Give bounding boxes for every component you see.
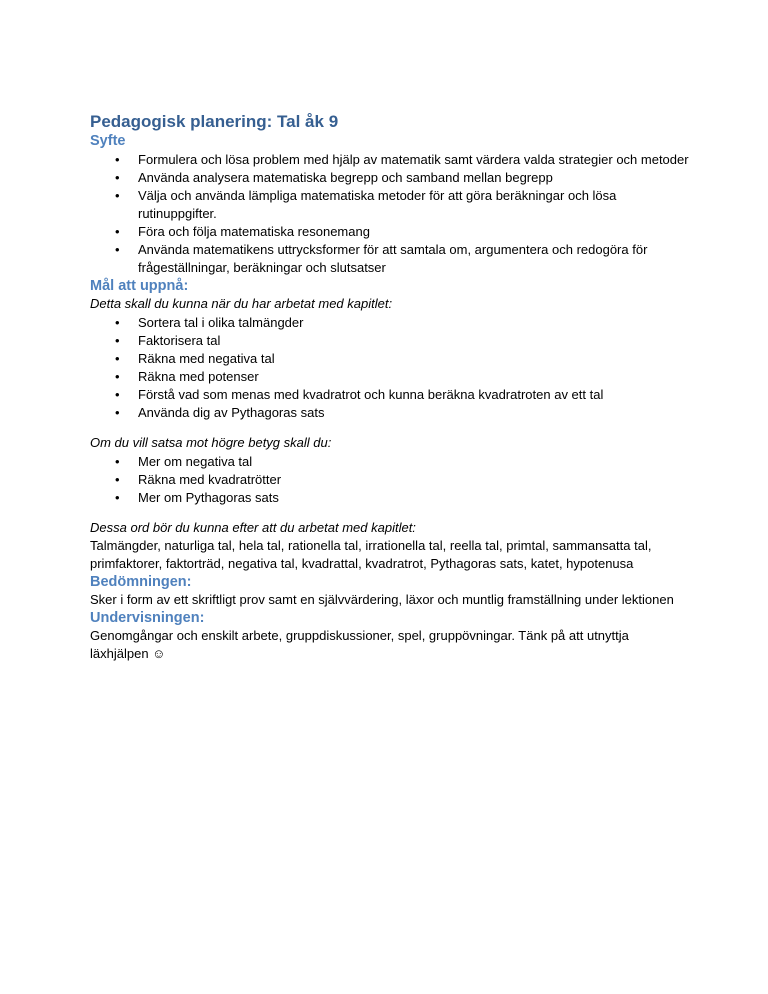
list-item: • Mer om negativa tal [138, 453, 690, 471]
words-text: Talmängder, naturliga tal, hela tal, rationella tal, irrationella tal, reella tal, primtal, sammansatta tal, primfaktorer, faktorträd, negativa tal, kvadrattal, kvadratrot, Pythagoras sats, katet, hypotenusa [90, 538, 652, 571]
list-item: • Sortera tal i olika talmängder [138, 314, 690, 332]
list-item: • Föra och följa matematiska resonemang [138, 223, 690, 241]
list-item: • Räkna med potenser [138, 368, 690, 386]
list-item: • Använda dig av Pythagoras sats [138, 404, 690, 422]
undervisning-text: Genomgångar och enskilt arbete, gruppdiskussioner, spel, gruppövningar. Tänk på att utnyttja läxhjälpen ☺ [90, 628, 629, 661]
undervisning-heading: Undervisningen: [90, 610, 205, 626]
document-title: Pedagogisk planering: Tal åk 9 [90, 112, 339, 131]
mal-list [90, 314, 690, 422]
list-item: • Räkna med negativa tal [138, 350, 690, 368]
higher-grade-list [90, 453, 690, 507]
list-item: • Räkna med kvadratrötter [138, 471, 690, 489]
words-intro: Dessa ord bör du kunna efter att du arbetat med kapitlet: [90, 520, 416, 535]
mal-heading: Mål att uppnå: [90, 278, 189, 294]
bedomning-text: Sker i form av ett skriftligt prov samt en självvärdering, läxor och muntlig framställning under lektionen [90, 592, 674, 607]
list-item: • Använda analysera matematiska begrepp och samband mellan begrepp [138, 169, 690, 187]
list-item: • Förstå vad som menas med kvadratrot och kunna beräkna kvadratroten av ett tal [138, 386, 690, 404]
higher-grade-intro: Om du vill satsa mot högre betyg skall du: [90, 435, 332, 450]
list-item: • Använda matematikens uttrycksformer för att samtala om, argumentera och redogöra för frågeställningar, beräkningar och slutsatser [138, 241, 690, 277]
list-item: • Mer om Pythagoras sats [138, 489, 690, 507]
syfte-list [90, 151, 690, 277]
list-item: • Formulera och lösa problem med hjälp av matematik samt värdera valda strategier och metoder [138, 151, 690, 169]
list-item: • Välja och använda lämpliga matematiska metoder för att göra beräkningar och lösa rutinuppgifter. [138, 187, 690, 223]
list-item: • Faktorisera tal [138, 332, 690, 350]
mal-intro: Detta skall du kunna när du har arbetat med kapitlet: [90, 296, 393, 311]
bedomning-heading: Bedömningen: [90, 574, 192, 590]
syfte-heading: Syfte [90, 133, 126, 149]
document-page [90, 112, 690, 663]
